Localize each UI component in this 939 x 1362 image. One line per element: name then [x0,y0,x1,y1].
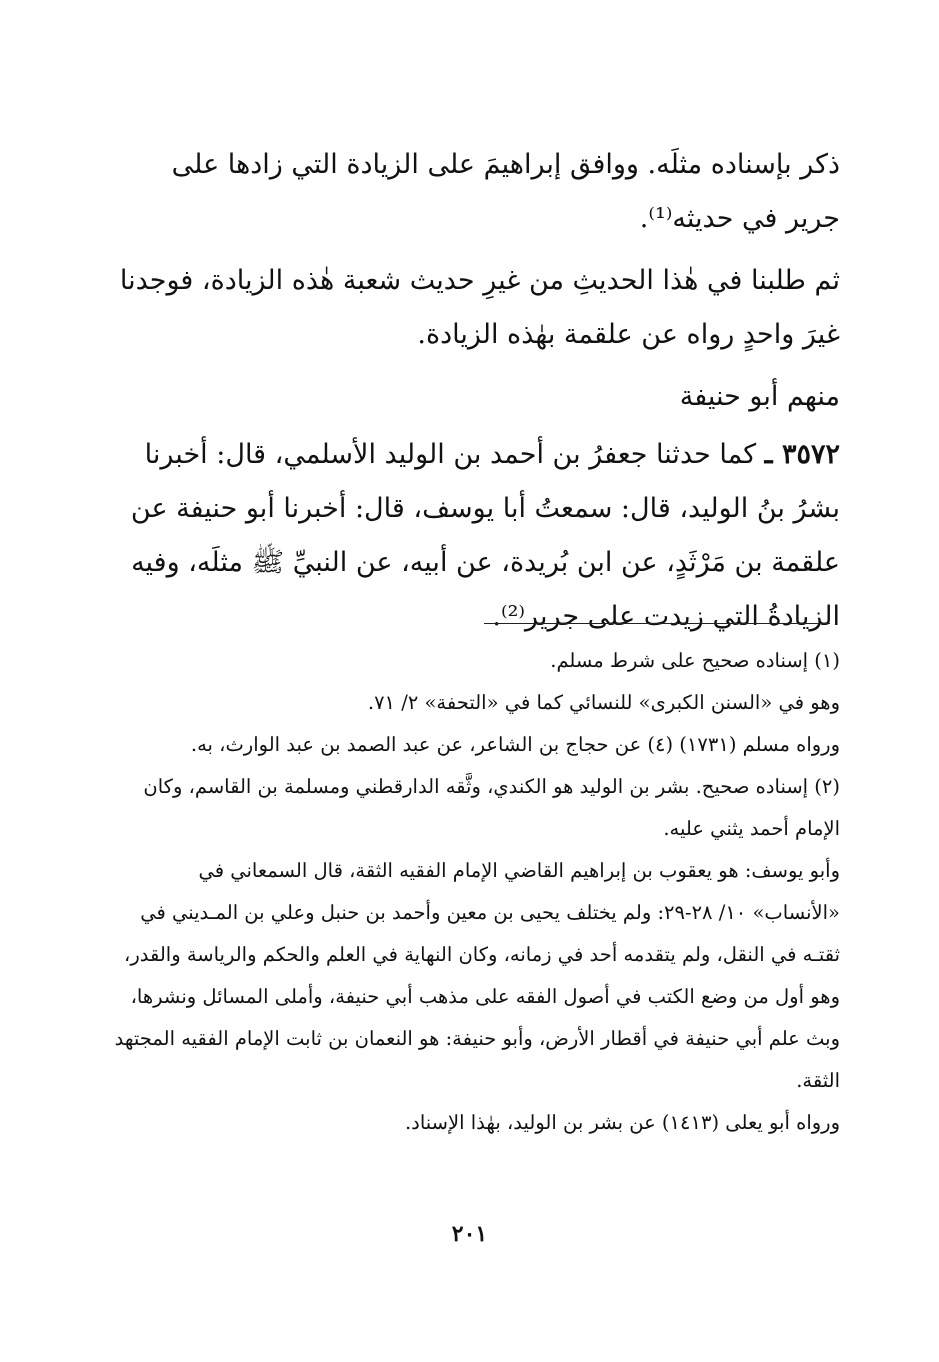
footnote-line-6: ورواه أبو يعلى (١٤١٣) عن بشر بن الوليد، بهٰذا الإسناد. [404,1111,840,1134]
footnote-line-1: (١) إسناده صحيح على شرط مسلم. [550,649,840,672]
section-heading: منهم أبو حنيفة [679,381,840,412]
hadith-paragraph [110,428,840,644]
footnote-line-2: وهو في «السنن الكبرى» للنسائي كما في «التحفة» ٢/ ٧١. [367,691,840,714]
footnote-separator [484,623,830,624]
footnote-line-3: ورواه مسلم (١٧٣١) (٤) عن حجاج بن الشاعر، عن عبد الصمد بن عبد الوارث، به. [190,733,840,756]
main-text [110,138,840,644]
hadith-number: ٣٥٧٢ ـ [764,439,840,470]
footnotes [105,640,840,1144]
paragraph-2: ثم طلبنا في هٰذا الحديثِ من غيرِ حديث شعبة هٰذه الزيادة، فوجدنا غيرَ واحدٍ رواه عن علقمة بهٰذه الزيادة. [119,265,840,350]
footnote-line-4: (٢) إسناده صحيح. بشر بن الوليد هو الكندي، وثَّقه الدارقطني ومسلمة بن القاسم، وكان الإمام أحمد يثني عليه. [143,775,840,840]
hadith-text: كما حدثنا جعفرُ بن أحمد بن الوليد الأسلمي، قال: أخبرنا بشرُ بنُ الوليد، قال: سمعتُ أبا يوسف، قال: أخبرنا أبو حنيفة عن علقمة بن مَرْثَدٍ، عن ابن بُريدة، عن أبيه، عن النبيِّ ﷺ مثلَه، وفيه الزيادةُ التي زيدت على جرير⁽²⁾. [130,439,840,632]
page-number: ٢٠١ [451,1221,488,1247]
footnote-line-5: وأبو يوسف: هو يعقوب بن إبراهيم القاضي الإمام الفقيه الثقة، قال السمعاني في «الأنساب» ١٠/ ٢٨-٢٩: ولم يختلف يحيى بن معين وأحمد بن حنبل وعلي بن المـديني في ثقتـه في النقل، ولم يتقدمه أحد في زمانه، وكان النهاية في العلم والحكم والرياسة والقدر، وهو أول من وضع الكتب في أصول الفقه على مذهب أبي حنيفة، وأملى المسائل ونشرها، وبث علم أبي حنيفة في أقطار الأرض، وأبو حنيفة: هو النعمان بن ثابت الإمام الفقيه المجتهد الثقة. [114,859,840,1092]
paragraph-1: ذكر بإسناده مثلَه. ووافق إبراهيمَ على الزيادة التي زادها على جرير في حديثه⁽¹⁾. [171,149,840,234]
